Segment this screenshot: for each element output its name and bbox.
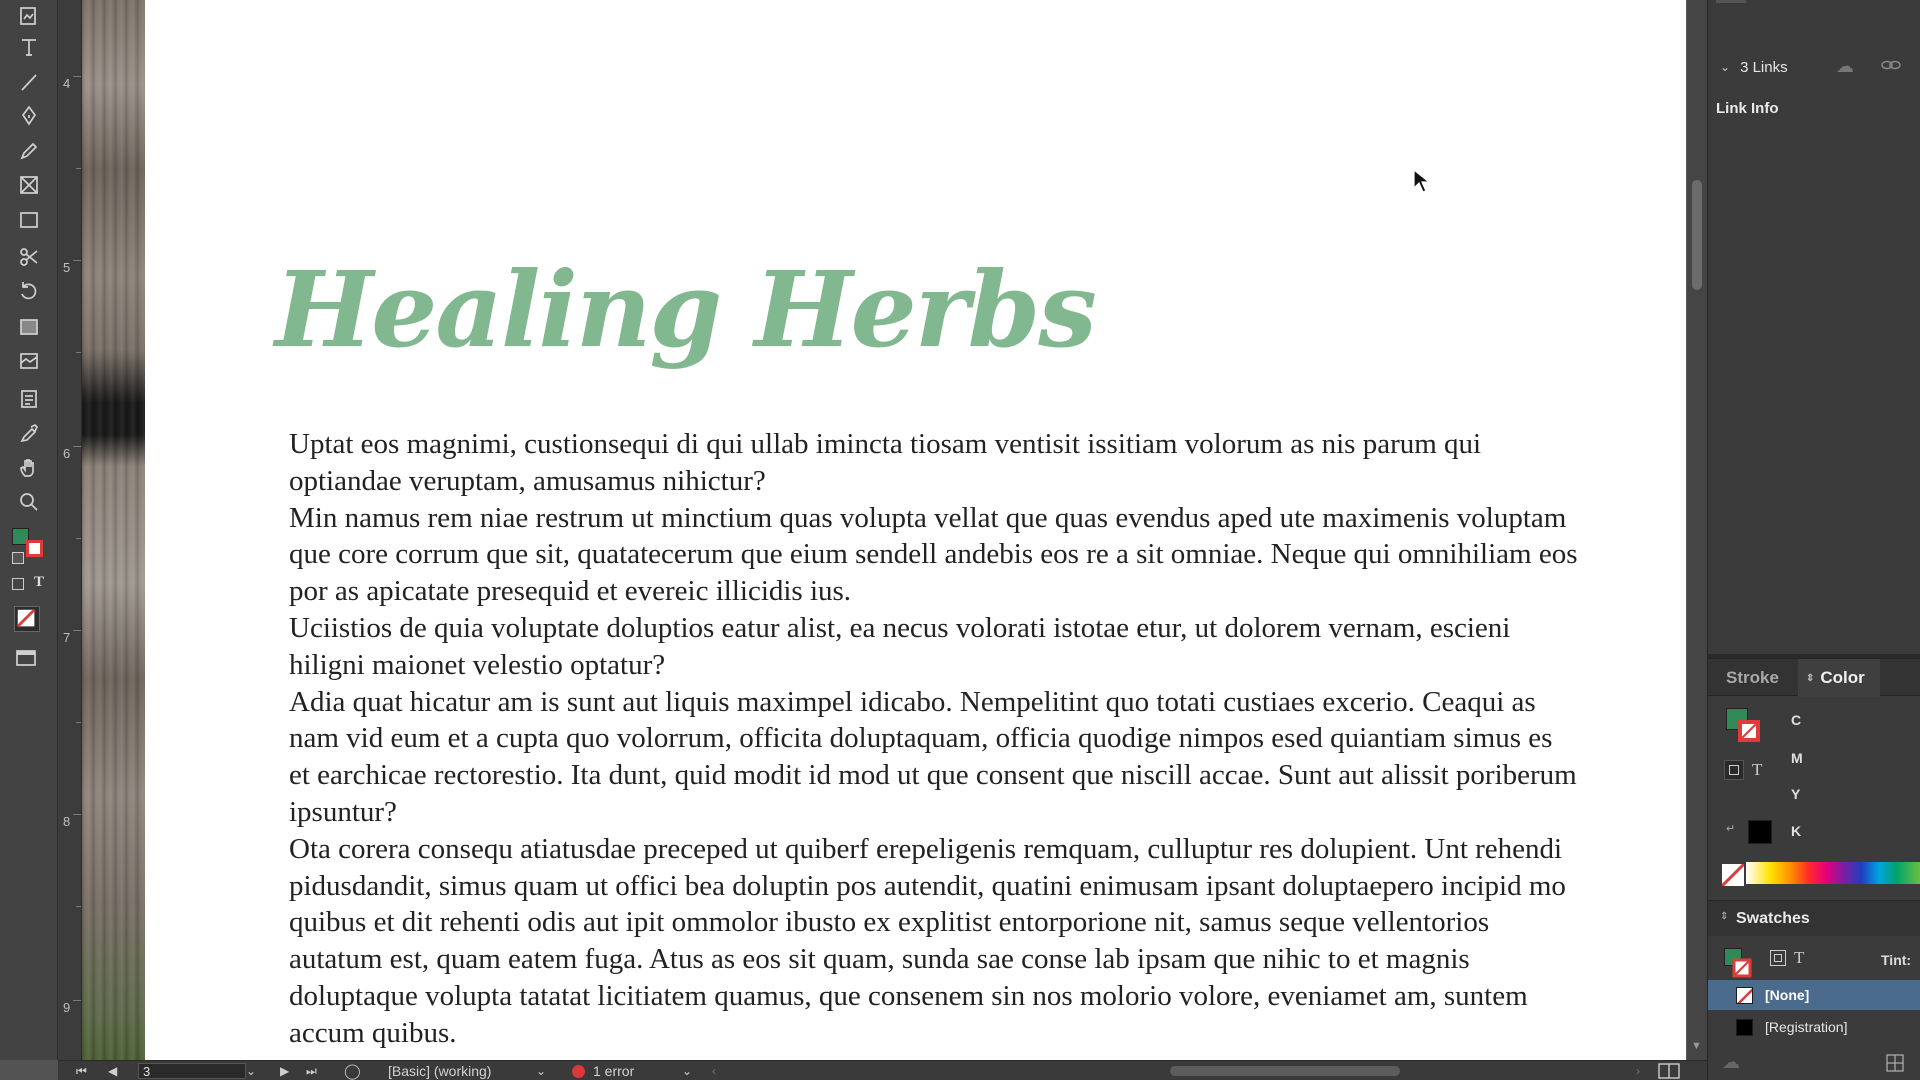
type-tool-icon[interactable] xyxy=(14,32,44,62)
wood-background-image[interactable] xyxy=(82,0,145,1060)
ruler-label: 9 xyxy=(63,1000,71,1015)
body-paragraph: Adia quat hicatur am is sunt aut liquis maximpel idicabo. Nempelitint quo totati custiaes excerio. Ceaqui as nam vid eum et a cupta quo volorrum, officita doluptaquam, officia quodige nimpos esed quiantiam simus es et earchicae rectorestio. Ita dunt, quid modit id mod ut que consent que niscill accae. Sunt aut alissit poriberum ipsuntur? xyxy=(289,685,1577,828)
tab-sort-icon: ⇕ xyxy=(1806,672,1815,684)
document-page[interactable] xyxy=(145,0,1686,1060)
formatting-text-icon[interactable]: T xyxy=(34,574,45,590)
first-page-button[interactable]: ⏮ xyxy=(76,1063,87,1078)
body-paragraph: Min namus rem niae restrum ut minctium quas volupta vellat que quas evendus aped ute maximenis voluptam que core corrum que sit, quatatecerum que eium sendell andebis eos re a sit omniae. Neque qui omnihiliam eos por as apicatate presequid et evereic illicidis ius. xyxy=(289,501,1578,608)
tint-label: Tint: xyxy=(1881,952,1912,968)
tab-color[interactable] xyxy=(1798,659,1880,697)
body-paragraph: Ota corera consequ atiatusdae preceped ut quiberf erepeligenis remquam, culluptur res dolupient. Unt rehendi pidusdandit, simus quam ut offici bea doluptin pos autendit, quatini enimusam ipsant doluptaepero incipid mo quibus et dit rehenti odis aut ipit ommolor ibusto ex explitist entorporione nit, samus seque vellentorios autatum est, quam eatem fuga. Atus as eos sit quam, sunda sae conse lab ipsam que nihic to et magnis doluptaque volupta tatatat licitiatem quamus, que consenem sin nos molorio volore, eveniamet am, suntem accum quibus. xyxy=(289,832,1566,1049)
cloud-link-icon[interactable]: ☁ xyxy=(1836,56,1854,76)
ruler-tick xyxy=(76,168,81,169)
ruler-tick xyxy=(73,1000,81,1001)
swatch-item-registration[interactable] xyxy=(1708,1012,1920,1042)
pencil-tool-icon[interactable] xyxy=(14,136,44,166)
page-number-field[interactable]: 3 xyxy=(138,1063,246,1079)
scroll-left-arrow-icon[interactable]: ‹ xyxy=(712,1064,716,1078)
stroke-color-tab-bar xyxy=(1708,658,1920,696)
link-info-label[interactable]: Link Info xyxy=(1716,100,1779,117)
relink-chain-icon[interactable] xyxy=(1880,57,1902,78)
page-dropdown-chevron-icon[interactable]: ⌄ xyxy=(246,1064,257,1078)
scissors-tool-icon[interactable] xyxy=(14,242,44,272)
ruler-label: 8 xyxy=(63,814,71,829)
ruler-label: 6 xyxy=(63,446,71,461)
ruler-tick xyxy=(73,446,81,447)
split-window-icon[interactable] xyxy=(1658,1063,1680,1079)
body-paragraph: Uptat eos magnimi, custionsequi di qui ullab imincta tiosam ventisit issitiam volorum as nis parum qui optiandae veruptam, amusamus nihictur? xyxy=(289,428,1482,497)
preflight-icon[interactable]: ◯ xyxy=(344,1063,361,1080)
last-color-icon[interactable]: ↵ xyxy=(1726,823,1736,835)
vertical-scroll-thumb[interactable] xyxy=(1692,180,1702,290)
profile-dropdown-chevron-icon[interactable]: ⌄ xyxy=(536,1064,547,1078)
ruler-tick xyxy=(76,722,81,723)
swatch-item-label: [Registration] xyxy=(1765,1019,1848,1035)
cyan-label: C xyxy=(1791,712,1802,728)
black-label: K xyxy=(1791,823,1802,839)
page-tool-icon[interactable] xyxy=(14,0,44,30)
scroll-down-arrow-icon[interactable]: ▼ xyxy=(1691,1040,1702,1052)
vertical-ruler[interactable] xyxy=(58,0,82,1060)
tab-color-label: Color xyxy=(1820,668,1865,687)
swatch-container-icon[interactable] xyxy=(1770,950,1786,966)
preflight-profile-label[interactable]: [Basic] (working) xyxy=(388,1063,492,1079)
tools-panel xyxy=(0,0,58,1060)
swatches-panel-header[interactable] xyxy=(1708,900,1920,936)
error-count-label[interactable]: 1 error xyxy=(593,1063,635,1079)
ruler-tick xyxy=(76,538,81,539)
right-panel-dock xyxy=(1707,0,1920,1080)
note-tool-icon[interactable] xyxy=(14,384,44,414)
ruler-tick xyxy=(73,630,81,631)
line-tool-icon[interactable] xyxy=(14,67,44,97)
mouse-pointer-icon xyxy=(1412,168,1432,194)
rectangle-tool-icon[interactable] xyxy=(14,205,44,235)
color-spectrum-ramp[interactable] xyxy=(1746,862,1920,884)
color-container-icon[interactable] xyxy=(1724,760,1744,780)
body-paragraph: Uciistios de quia voluptate doluptios eatur alist, ea necus volorati istotae etur, ut dolorem vernam, escieni hiligni maionet velestio optatur? xyxy=(289,611,1511,681)
color-stroke-none-icon[interactable] xyxy=(1738,720,1760,742)
new-swatch-grid-icon[interactable] xyxy=(1886,1054,1904,1077)
apply-none-icon[interactable] xyxy=(14,606,40,632)
black-swatch[interactable] xyxy=(1748,820,1772,844)
ruler-tick xyxy=(76,906,81,907)
ruler-tick xyxy=(73,76,81,77)
pen-tool-icon[interactable] xyxy=(14,101,44,131)
swatch-item-none[interactable] xyxy=(1708,980,1920,1010)
panel-top-handle xyxy=(1716,0,1746,3)
none-swatch-icon xyxy=(1736,987,1753,1004)
next-page-button[interactable]: ▶ xyxy=(280,1064,290,1078)
none-color-icon[interactable] xyxy=(1722,864,1744,886)
color-text-icon[interactable]: T xyxy=(1752,760,1763,779)
swatch-item-label: [None] xyxy=(1765,987,1810,1003)
horizontal-scroll-thumb[interactable] xyxy=(1170,1066,1400,1076)
ruler-label: 4 xyxy=(63,76,71,91)
collapse-chevron-icon[interactable]: ⌄ xyxy=(1720,60,1731,74)
zoom-tool-icon[interactable] xyxy=(14,487,44,517)
ruler-label: 5 xyxy=(63,260,71,275)
swatch-text-icon[interactable]: T xyxy=(1794,948,1805,967)
pasteboard[interactable] xyxy=(82,0,1687,1060)
gradient-feather-tool-icon[interactable] xyxy=(14,346,44,376)
registration-swatch-icon xyxy=(1736,1019,1753,1036)
swatch-cloud-icon[interactable]: ☁ xyxy=(1722,1052,1740,1072)
ruler-tick xyxy=(73,814,81,815)
scroll-right-arrow-icon[interactable]: › xyxy=(1636,1064,1640,1078)
error-status-icon xyxy=(572,1063,585,1079)
ruler-tick xyxy=(73,260,81,261)
swatches-sort-icon: ⇕ xyxy=(1720,911,1729,922)
vertical-scrollbar[interactable] xyxy=(1687,0,1707,1060)
status-bar xyxy=(58,1060,1707,1080)
links-panel-header[interactable] xyxy=(1708,52,1920,82)
default-fill-stroke-icon[interactable] xyxy=(12,552,24,564)
yellow-label: Y xyxy=(1791,786,1801,802)
previous-page-button[interactable]: ◀ xyxy=(108,1064,118,1078)
hand-tool-icon[interactable] xyxy=(14,453,44,483)
rotate-tool-icon[interactable] xyxy=(14,276,44,306)
links-count-label: 3 Links xyxy=(1740,58,1788,76)
magenta-label: M xyxy=(1791,750,1803,766)
ruler-tick xyxy=(76,352,81,353)
heading-text-frame[interactable]: Healing Herbs xyxy=(275,248,1095,371)
eyedropper-tool-icon[interactable] xyxy=(14,418,44,448)
screen-mode-icon[interactable] xyxy=(14,648,40,670)
last-page-button[interactable]: ⏭ xyxy=(306,1063,317,1078)
tab-stroke[interactable]: Stroke xyxy=(1726,668,1779,687)
rectangle-frame-tool-icon[interactable] xyxy=(14,170,44,200)
body-text-frame[interactable] xyxy=(289,426,1579,1052)
swatch-stroke-none-icon[interactable] xyxy=(1732,958,1752,978)
gradient-swatch-tool-icon[interactable] xyxy=(14,312,44,342)
error-dropdown-chevron-icon[interactable]: ⌄ xyxy=(682,1064,693,1078)
stroke-swatch-none-icon[interactable] xyxy=(26,540,43,557)
formatting-container-icon[interactable] xyxy=(12,578,24,590)
swatches-title: Swatches xyxy=(1736,910,1810,927)
ruler-label: 7 xyxy=(63,630,71,645)
